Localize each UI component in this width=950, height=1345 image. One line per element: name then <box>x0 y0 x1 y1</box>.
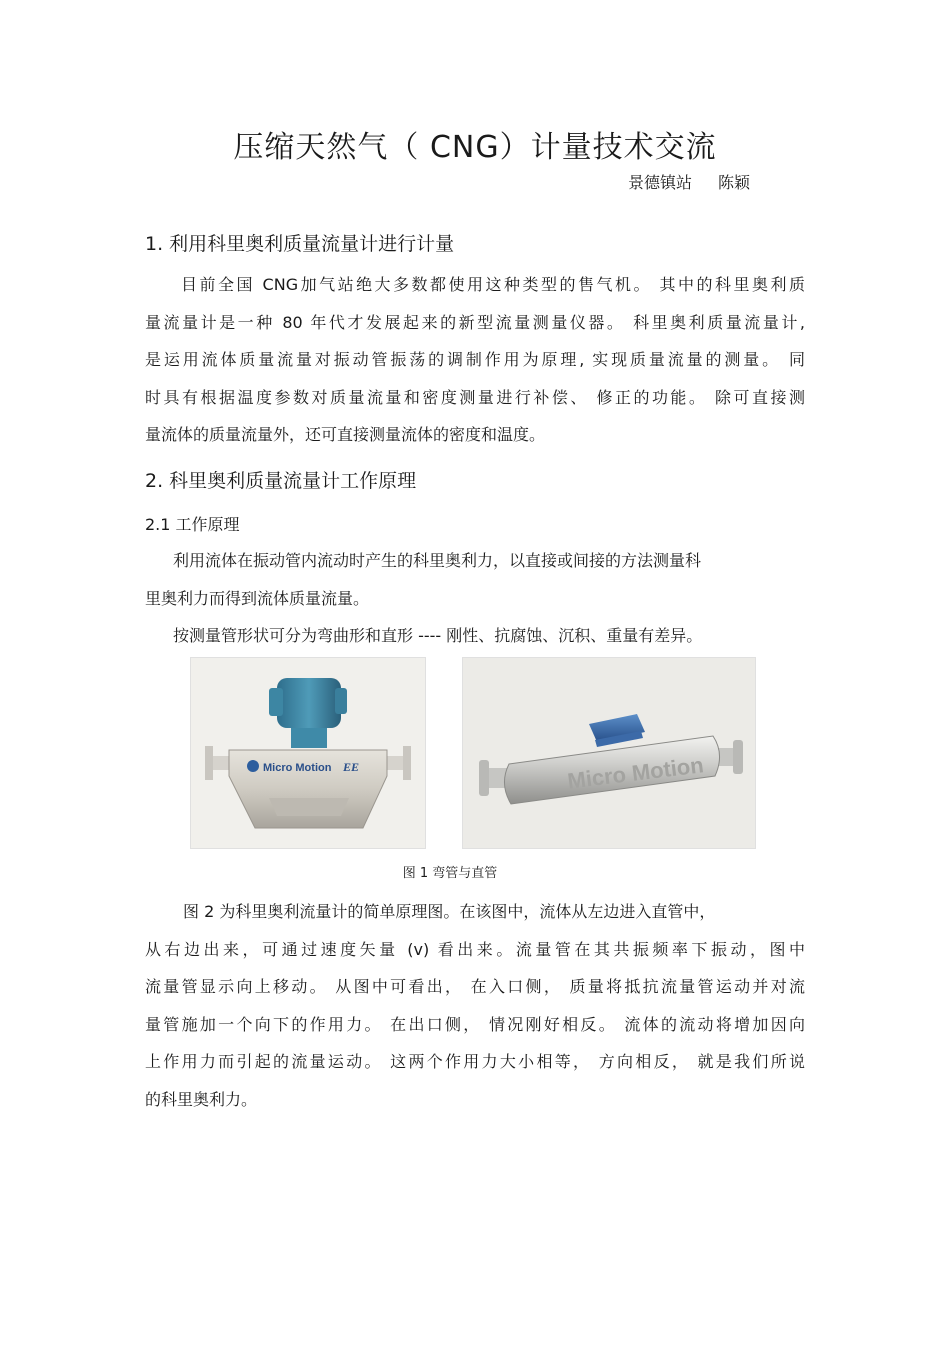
figure-1-caption: 图 1 弯管与直管 <box>402 866 498 881</box>
bent-tube-meter-illustration <box>191 658 425 848</box>
paragraph-line: 量流体的质量流量外，还可直接测量流体的密度和温度。 <box>145 425 546 444</box>
paragraph-line: 流量管显示向上移动。 从图中可看出， 在入口侧， 质量将抵抗流量管运动并对流 <box>145 977 805 996</box>
section-2-1-heading: 2.1 工作原理 <box>145 515 240 534</box>
section-2-heading: 2. 科里奥利质量流量计工作原理 <box>145 470 417 492</box>
paragraph-line: 上作用力而引起的流量运动。 这两个作用力大小相等， 方向相反， 就是我们所说 <box>145 1052 805 1071</box>
paragraph-line: 量流量计是一种 80 年代才发展起来的新型流量测量仪器。 科里奥利质量流量计, <box>145 312 805 332</box>
left-meter-brand: Micro Motion <box>263 762 332 774</box>
paragraph-line: 从右边出来，可通过速度矢量 (v) 看出来。流量管在其共振频率下振动，图中 <box>145 939 805 959</box>
paragraph-line: 量管施加一个向下的作用力。 在出口侧， 情况刚好相反。 流体的流动将增加因向 <box>145 1014 805 1034</box>
paragraph-line: 时具有根据温度参数对质量流量和密度测量进行补偿、 修正的功能。 除可直接测 <box>145 387 805 407</box>
paragraph-line: 里奥利力而得到流体质量流量。 <box>145 588 370 608</box>
straight-tube-meter-illustration <box>463 658 755 848</box>
section-2-body <box>145 893 805 1118</box>
section-1-heading: 1. 利用科里奥利质量流量计进行计量 <box>145 233 455 255</box>
section-2-intro <box>145 542 805 655</box>
paragraph-line: 利用流体在振动管内流动时产生的科里奥利力，以直接或间接的方法测量科 <box>173 551 702 570</box>
author-line <box>628 170 750 193</box>
straight-tube-meter-image <box>462 657 756 849</box>
paragraph-line: 目前全国 CNG加气站绝大多数都使用这种类型的售气机。 其中的科里奥利质 <box>181 275 805 294</box>
document-title: 压缩天然气（ CNG）计量技术交流 <box>233 130 717 165</box>
bent-tube-meter-image <box>190 657 426 849</box>
paragraph-line: 按测量管形状可分为弯曲形和直形 ---- 刚性、抗腐蚀、沉积、重量有差异。 <box>173 626 703 645</box>
right-meter-brand: Micro Motion <box>566 752 705 794</box>
author-station: 景德镇站 <box>628 173 693 192</box>
author-name: 陈颖 <box>718 173 751 192</box>
svg-text:EE: EE <box>343 760 360 774</box>
paragraph-line: 的科里奥利力。 <box>145 1089 258 1109</box>
section-1-paragraph <box>145 266 805 454</box>
paragraph-line: 是运用流体质量流量对振动管振荡的调制作用为原理, 实现质量流量的测量。 同 <box>145 350 805 369</box>
paragraph-line: 图 2 为科里奥利流量计的简单原理图。在该图中，流体从左边进入直管中， <box>183 902 716 921</box>
